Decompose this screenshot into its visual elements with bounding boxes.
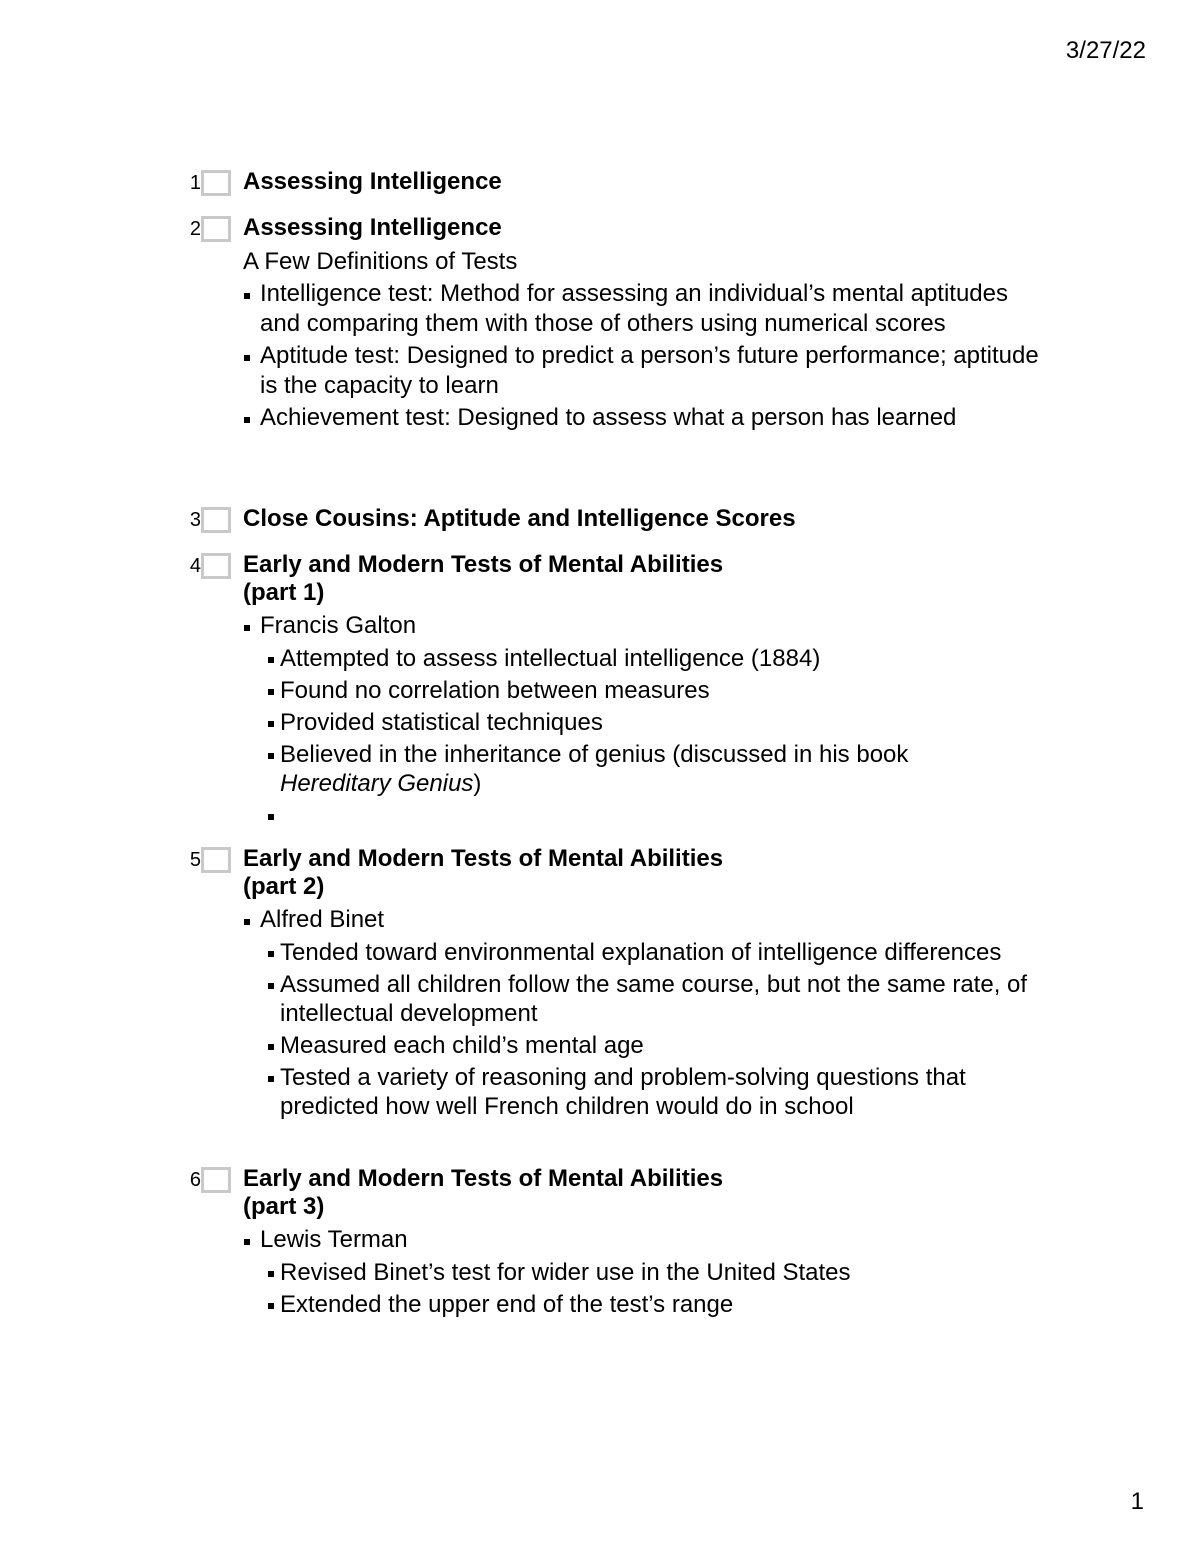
slide-3 — [183, 505, 1043, 533]
bullet-item: Achievement test: Designed to assess what a person has learned — [243, 403, 1043, 433]
slide-1 — [183, 168, 1043, 196]
bullet-item: Francis Galton — [243, 611, 1043, 641]
book-title: Hereditary Genius — [280, 770, 474, 797]
sub-bullet-item — [267, 740, 1043, 798]
slide-6 — [183, 1165, 1043, 1319]
bullet-text-end: ) — [473, 770, 482, 797]
print-date: 3/27/22 — [1065, 37, 1146, 64]
slide-title: Early and Modern Tests of Mental Abilities — [243, 845, 724, 872]
slide-5 — [183, 845, 1043, 1121]
sub-bullet-item: Measured each child’s mental age — [267, 1031, 1043, 1060]
slide-thumbnail[interactable] — [201, 507, 231, 533]
bullet-item: Alfred Binet — [243, 905, 1043, 935]
bullet-item: Aptitude test: Designed to predict a person’s future performance; aptitude is the capacity to learn — [243, 341, 1043, 401]
slide-title: Early and Modern Tests of Mental Abilities — [243, 1165, 724, 1192]
slide-title-part: (part 2) — [243, 873, 325, 900]
slide-subtitle: A Few Definitions of Tests — [243, 248, 518, 275]
page-number: 1 — [1130, 1488, 1144, 1515]
empty-sub-bullet — [267, 801, 1043, 830]
slide-number: 2 — [189, 218, 201, 240]
sub-bullet-item: Attempted to assess intellectual intelligence (1884) — [267, 644, 1043, 673]
sub-bullet-item: Assumed all children follow the same course, but not the same rate, of intellectual development — [267, 970, 1043, 1028]
slide-thumbnail[interactable] — [201, 553, 231, 579]
slide-thumbnail[interactable] — [201, 1167, 231, 1193]
slide-number: 5 — [189, 849, 201, 871]
sub-bullet-item: Found no correlation between measures — [267, 676, 1043, 705]
slide-thumbnail[interactable] — [201, 216, 231, 242]
bullet-item: Intelligence test: Method for assessing an individual’s mental aptitudes and comparing them with those of others using numerical scores — [243, 279, 1043, 339]
slide-thumbnail[interactable] — [201, 170, 231, 196]
slide-title: Assessing Intelligence — [243, 168, 502, 195]
slide-4 — [183, 551, 1043, 830]
slide-number: 3 — [189, 509, 201, 531]
sub-bullet-item: Extended the upper end of the test’s range — [267, 1290, 1043, 1319]
sub-bullet-item: Tended toward environmental explanation of intelligence differences — [267, 938, 1043, 967]
slide-title: Close Cousins: Aptitude and Intelligence Scores — [243, 505, 796, 532]
bullet-item: Lewis Terman — [243, 1225, 1043, 1255]
slide-2 — [183, 214, 1043, 433]
slide-title: Early and Modern Tests of Mental Abilities — [243, 551, 724, 578]
slide-number: 4 — [189, 555, 201, 577]
sub-bullet-item: Provided statistical techniques — [267, 708, 1043, 737]
sub-bullet-item: Tested a variety of reasoning and problem-solving questions that predicted how well French children would do in school — [267, 1063, 1043, 1121]
slide-title-part: (part 1) — [243, 579, 325, 606]
slide-number: 1 — [189, 172, 201, 194]
bullet-text: Believed in the inheritance of genius (discussed in his book — [280, 741, 909, 768]
slide-number: 6 — [189, 1169, 201, 1191]
sub-bullet-item: Revised Binet’s test for wider use in the United States — [267, 1258, 1043, 1287]
slide-title-part: (part 3) — [243, 1193, 325, 1220]
slide-thumbnail[interactable] — [201, 847, 231, 873]
slide-title: Assessing Intelligence — [243, 214, 502, 241]
